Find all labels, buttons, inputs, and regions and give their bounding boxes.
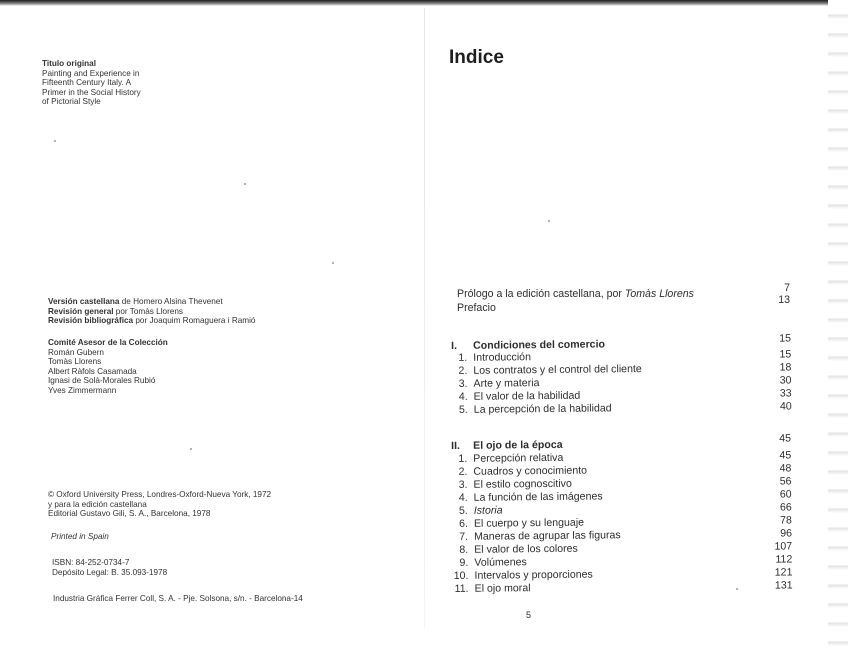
toc-entry-label: Prólogo a la edición castellana, por — [457, 288, 625, 300]
paper-speck — [548, 220, 550, 222]
toc-item-number: 5. — [458, 504, 468, 517]
toc-item-label: La función de las imágenes — [473, 490, 603, 504]
credit-line — [48, 316, 256, 326]
toc-item — [452, 400, 792, 417]
toc-item-label: Percepción relativa — [473, 451, 564, 465]
toc-section-number: I. — [451, 339, 458, 352]
toc-item-number: 2. — [458, 364, 468, 377]
toc-item-number: 4. — [458, 390, 468, 403]
toc-item-page: 66 — [779, 501, 792, 514]
toc-section-number: II. — [451, 439, 461, 452]
credit-label: Versión castellana — [48, 297, 120, 306]
toc-item-number: 9. — [459, 556, 469, 569]
paper-speck — [190, 448, 192, 450]
toc-item-page: 45 — [779, 449, 792, 462]
printed-in-spain: Printed in Spain — [51, 532, 109, 541]
original-title-block — [42, 59, 141, 107]
isbn: ISBN: 84-252-0734-7 — [52, 558, 130, 567]
toc-item-label: Volúmenes — [474, 556, 527, 569]
copyright-line: y para la edición castellana — [48, 499, 147, 509]
legal-block — [52, 558, 167, 577]
committee-member: Yves Zimmermann — [48, 385, 117, 395]
toc-item-number: 6. — [459, 517, 468, 530]
credits-block — [48, 297, 256, 326]
committee-member: Román Gubern — [48, 347, 104, 357]
toc-entry-page: 7 — [784, 282, 790, 294]
credit-line — [48, 307, 256, 317]
toc-item-label: Arte y materia — [473, 377, 540, 390]
credit-text: por Tomàs Llorens — [113, 306, 184, 316]
toc-item-label: El cuerpo y su lenguaje — [473, 516, 585, 530]
toc-item-page: 18 — [779, 361, 792, 374]
toc-item-page: 40 — [779, 400, 792, 413]
toc-item-page: 131 — [774, 579, 793, 592]
toc-item-label: Los contratos y el control del cliente — [473, 363, 642, 377]
toc-item — [453, 579, 793, 596]
paper-speck — [736, 588, 738, 590]
toc-front-entry — [457, 288, 694, 300]
toc-item-number: 2. — [458, 465, 468, 478]
page-edge-shadow — [828, 0, 848, 657]
credit-label: Revisión bibliográfica — [48, 316, 134, 326]
toc-item-label: Maneras de agrupar las figuras — [473, 529, 621, 543]
credit-line — [48, 297, 256, 307]
original-title-line: Fifteenth Century Italy. A — [42, 78, 132, 88]
credit-text: de Homero Alsina Thevenet — [119, 297, 223, 306]
paper-speck — [332, 262, 334, 264]
toc-item-page: 60 — [779, 488, 792, 501]
page-number: 5 — [526, 610, 532, 620]
toc-section-1 — [451, 332, 794, 426]
toc-item-label: El valor de los colores — [474, 542, 578, 556]
committee-block — [48, 338, 168, 396]
committee-member: Tomàs Llorens — [48, 357, 102, 367]
toc-item-number: 7. — [459, 530, 469, 543]
original-title-heading: Titulo original — [42, 59, 96, 68]
printer-line: Industria Gráfica Ferrer Coll, S. A. - Pje. Solsona, s/n. - Barcelona-14 — [53, 594, 303, 603]
paper-speck — [54, 140, 56, 142]
toc-item-page: 96 — [780, 527, 793, 540]
toc-item-label: Istoria — [473, 504, 503, 517]
toc-item-page: 48 — [779, 462, 792, 475]
toc-item-label: Introducción — [473, 351, 532, 364]
original-title-line: Painting and Experience in — [42, 68, 140, 78]
toc-item-page: 33 — [779, 387, 792, 400]
index-title: Indice — [449, 47, 504, 68]
toc-item-label: El estilo cognoscitivo — [473, 477, 572, 491]
toc-section-title: Condiciones del comercio — [473, 338, 606, 352]
copyright-line: Editorial Gustavo Gili, S. A., Barcelona, 1978 — [48, 509, 211, 519]
committee-member: Ignasi de Solà-Morales Rubió — [48, 376, 156, 386]
toc-item-number: 10. — [453, 569, 469, 582]
toc-item-page: 112 — [775, 553, 793, 566]
right-page — [424, 0, 828, 657]
toc-section-2 — [451, 432, 795, 596]
toc-section-page: 45 — [779, 432, 792, 445]
original-title-line: Primer in the Social History — [42, 87, 141, 97]
paper-speck — [244, 183, 246, 185]
copyright-line: © Oxford University Press, Londres-Oxford-Nueva York, 1972 — [48, 490, 272, 499]
toc-item-number: 4. — [458, 491, 468, 504]
toc-item-label: Intervalos y proporciones — [474, 568, 593, 582]
toc-item-page: 121 — [774, 566, 793, 579]
committee-member: Albert Ràfols Casamada — [48, 366, 137, 376]
toc-item-label: El ojo moral — [474, 582, 531, 595]
toc-item-number: 8. — [459, 543, 469, 556]
credit-text: por Joaquim Romaguera i Ramió — [133, 316, 256, 326]
toc-item-page: 15 — [779, 348, 792, 361]
toc-item-page: 56 — [779, 475, 792, 488]
toc-front-entry: Prefacio — [457, 302, 496, 314]
copyright-block — [48, 490, 271, 519]
toc-item-number: 1. — [458, 452, 468, 465]
toc-item-page: 107 — [774, 540, 793, 553]
original-title-line: of Pictorial Style — [42, 97, 101, 107]
deposito-legal: Depósito Legal: B. 35.093-1978 — [52, 567, 168, 577]
toc-item-number: 3. — [458, 377, 468, 390]
toc-section-title: El ojo de la época — [473, 438, 563, 452]
toc-item-number: 5. — [458, 403, 468, 416]
committee-heading: Comité Asesor de la Colección — [48, 338, 168, 347]
toc-item-label: La percepción de la habilidad — [473, 402, 612, 416]
toc-entry-author: Tomàs Llorens — [624, 288, 694, 300]
toc-item-number: 3. — [458, 478, 468, 491]
toc-entry-page: 13 — [778, 294, 790, 306]
toc-item-page: 30 — [779, 374, 792, 387]
toc-item-label: Cuadros y conocimiento — [473, 464, 588, 478]
toc-item-page: 78 — [780, 514, 792, 527]
toc-item-number: 1. — [458, 351, 468, 364]
toc-section-page: 15 — [779, 332, 792, 345]
toc-item-number: 11. — [454, 582, 469, 595]
toc-item-label: El valor de la habilidad — [473, 389, 581, 403]
credit-label: Revisión general — [48, 306, 114, 316]
